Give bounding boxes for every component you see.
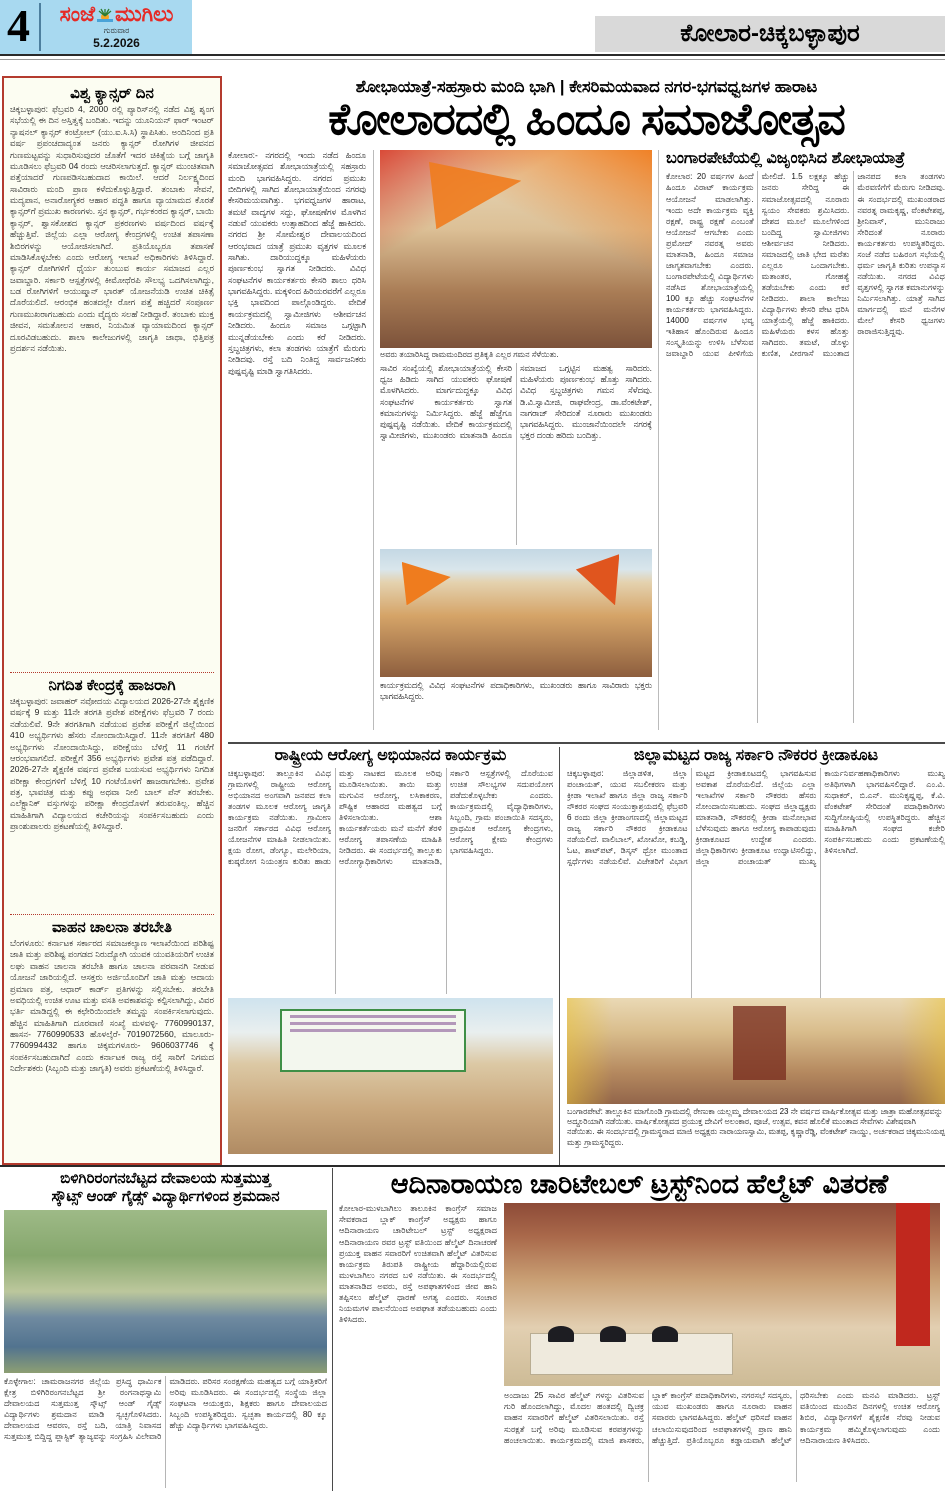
helmet-article-main	[504, 1203, 940, 1485]
main-article-lead-text: ಕೋಲಾರ:- ನಗರದಲ್ಲಿ ಇಂದು ನಡೆದ ಹಿಂದೂ ಸಮಾಜೋತ್ಸವದ ಶೋಭಾಯಾತ್ರೆಯಲ್ಲಿ ಸಹಸ್ರಾರು ಮಂದಿ ಭಾಗವಹಿಸಿದ್ದರು. ನಗರದ ಪ್ರಮುಖ ಬೀದಿಗಳಲ್ಲಿ ಸಾಗಿದ ಶೋಭಾಯಾತ್ರೆಯಿಂದ ನಗರವು ಕೇಸರಿಮಯವಾಗಿತ್ತು. ಭಗವಧ್ವಜಗಳ ಹಾರಾಟ, ತಮಟೆ ವಾದ್ಯಗಳ ಸದ್ದು, ಘೋಷಣೆಗಳ ಮೊಳಗಿನ ನಡುವೆ ಯುವಕರು ಉತ್ಸಾಹದಿಂದ ಹೆಜ್ಜೆ ಹಾಕಿದರು. ನಗರದ ಶ್ರೀ ಸೋಮೇಶ್ವರ ದೇವಾಲಯದಿಂದ ಆರಂಭವಾದ ಯಾತ್ರೆ ಪ್ರಮುಖ ವೃತ್ತಗಳ ಮೂಲಕ ಸಾಗಿತು. ದಾರಿಯುದ್ದಕ್ಕೂ ಮಹಿಳೆಯರು ಪೂರ್ಣಕುಂಭ ಸ್ವಾಗತ ನೀಡಿದರು. ವಿವಿಧ ಸಂಘಟನೆಗಳ ಕಾರ್ಯಕರ್ತರು ಕೇಸರಿ ಶಾಲು ಧರಿಸಿ ಭಾಗವಹಿಸಿದ್ದರು. ಮಕ್ಕಳಿಂದ ಹಿರಿಯರವರೆಗೆ ಎಲ್ಲರೂ ಭಕ್ತಿ ಭಾವದಿಂದ ಪಾಲ್ಗೊಂಡಿದ್ದರು. ವೇದಿಕೆ ಕಾರ್ಯಕ್ರಮದಲ್ಲಿ ಸ್ವಾಮೀಜಿಗಳು ಆಶೀರ್ವಚನ ನೀಡಿದರು. ಹಿಂದೂ ಸಮಾಜ ಒಗ್ಗಟ್ಟಾಗಿ ಮುನ್ನಡೆಯಬೇಕು ಎಂದು ಕರೆ ನೀಡಿದರು. ಸ್ತಬ್ಧಚಿತ್ರಗಳು, ಕಲಾ ತಂಡಗಳು ಯಾತ್ರೆಗೆ ಮೆರುಗು ನೀಡಿದವು. ರಸ್ತೆ ಬದಿ ನಿಂತಿದ್ದ ಸಾರ್ವಜನಿಕರು ಪುಷ್ಪವೃಷ್ಟಿ ಮಾಡಿ ಸ್ವಾಗತಿಸಿದರು.	[228, 150, 366, 376]
masthead	[0, 0, 192, 54]
article-heading-line1: ಬಿಳಿಗಿರಿರಂಗನಬೆಟ್ಟದ ದೇವಾಲಯ ಸುತ್ತಮುತ್ತ	[60, 1170, 271, 1187]
masthead-title-block	[41, 0, 192, 54]
red-vertical-banner	[896, 1203, 930, 1346]
procession-photo-caption: ಅವರು ತಯಾರಿಸಿದ್ದ ರಾಮಮಂದಿರದ ಪ್ರತಿಕೃತಿ ಎಲ್ಲರ ಗಮನ ಸೆಳೆಯಿತು.	[380, 350, 559, 360]
masthead-word-1: ಸಂಜೆ	[59, 3, 95, 26]
header-rule	[0, 54, 945, 56]
article-body-bottom: ಅಂದಾಜು 25 ಸಾವಿರ ಹೆಲ್ಮೆಟ್ ಗಳನ್ನು ವಿತರಿಸುವ ಗುರಿ ಹೊಂದಲಾಗಿದ್ದು, ಮೊದಲ ಹಂತದಲ್ಲಿ ದ್ವಿಚಕ್ರ ವಾಹನ ಸವಾರರಿಗೆ ಹೆಲ್ಮೆಟ್ ವಿತರಿಸಲಾಯಿತು. ರಸ್ತೆ ಸುರಕ್ಷತೆ ಬಗ್ಗೆ ಅರಿವು ಮೂಡಿಸುವ ಕರಪತ್ರಗಳನ್ನು ಹಂಚಲಾಯಿತು. ಕಾರ್ಯಕ್ರಮದಲ್ಲಿ ಮಾಜಿ ಶಾಸಕರು, ಬ್ಲಾಕ್ ಕಾಂಗ್ರೆಸ್ ಪದಾಧಿಕಾರಿಗಳು, ನಗರಸಭೆ ಸದಸ್ಯರು, ಯುವ ಮುಖಂಡರು ಹಾಗೂ ನೂರಾರು ವಾಹನ ಸವಾರರು ಭಾಗವಹಿಸಿದ್ದರು. ಹೆಲ್ಮೆಟ್ ಧರಿಸದೆ ವಾಹನ ಚಲಾಯಿಸುವುದರಿಂದ ಅಪಘಾತಗಳಲ್ಲಿ ಪ್ರಾಣ ಹಾನಿ ಹೆಚ್ಚುತ್ತಿದೆ. ಪ್ರತಿಯೊಬ್ಬರೂ ಕಡ್ಡಾಯವಾಗಿ ಹೆಲ್ಮೆಟ್ ಧರಿಸಬೇಕು ಎಂದು ಮನವಿ ಮಾಡಿದರು. ಟ್ರಸ್ಟ್ ವತಿಯಿಂದ ಮುಂದಿನ ದಿನಗಳಲ್ಲಿ ಉಚಿತ ಆರೋಗ್ಯ ಶಿಬಿರ, ವಿದ್ಯಾರ್ಥಿಗಳಿಗೆ ಶೈಕ್ಷಣಿಕ ನೆರವು ನೀಡುವ ಕಾರ್ಯಕ್ರಮ ಹಮ್ಮಿಕೊಳ್ಳಲಾಗುವುದು ಎಂದು ಆದಿನಾರಾಯಣ ತಿಳಿಸಿದರು.	[504, 1391, 940, 1445]
procession-stage-photo	[380, 150, 652, 348]
saffron-flags-crowd-photo	[380, 549, 652, 677]
article-body-left: ಕೋಲಾರ-ಮುಳಬಾಗಿಲು ತಾಲೂಕಿನ ಕಾಂಗ್ರೆಸ್ ಸಮಾಜ ಸೇವಕರಾದ ಬ್ಲಾಕ್ ಕಾಂಗ್ರೆಸ್ ಅಧ್ಯಕ್ಷರು ಹಾಗೂ ಆದಿನಾರಾಯಣ ಚಾರಿಟೇಬಲ್ ಟ್ರಸ್ಟ್ ಅಧ್ಯಕ್ಷರಾದ ಆದಿನಾರಾಯಣ ರವರ ಟ್ರಸ್ಟ್ ವತಿಯಿಂದ ಹೆಲ್ಮೆಟ್ ದಿನಾಚರಣೆ ಪ್ರಯುಕ್ತ ವಾಹನ ಸವಾರರಿಗೆ ಉಚಿತವಾಗಿ ಹೆಲ್ಮೆಟ್ ವಿತರಿಸುವ ಕಾರ್ಯಕ್ರಮ ತಿರುಪತಿ ರಾಷ್ಟ್ರೀಯ ಹೆದ್ದಾರಿಯಲ್ಲಿರುವ ಮುಳಬಾಗಿಲು ನಗರದ ಬಳಿ ನಡೆಯಿತು. ಈ ಸಂದರ್ಭದಲ್ಲಿ ಮಾತನಾಡಿದ ಅವರು, ರಸ್ತೆ ಅಪಘಾತಗಳಿಂದ ಜೀವ ಹಾನಿ ತಪ್ಪಿಸಲು ಹೆಲ್ಮೆಟ್ ಧಾರಣೆ ಅಗತ್ಯ ಎಂದರು. ಸಂಚಾರ ನಿಯಮಗಳ ಪಾಲನೆಯಿಂದ ಅಪಘಾತ ತಡೆಯಬಹುದು ಎಂದು ತಿಳಿಸಿದರು.	[339, 1204, 497, 1324]
article-heading: ಜಿಲ್ಲಾಮಟ್ಟದ ರಾಜ್ಯ ಸರ್ಕಾರಿ ನೌಕರರ ಕ್ರೀಡಾಕೂಟ	[633, 747, 879, 764]
helmet-icon	[652, 1326, 678, 1342]
article-driving-training	[10, 914, 214, 1165]
article-body: ಚಿಕ್ಕಬಳ್ಳಾಪುರ: ತಾಲ್ಲೂಕಿನ ವಿವಿಧ ಗ್ರಾಮಗಳಲ್ಲಿ ರಾಷ್ಟ್ರೀಯ ಆರೋಗ್ಯ ಅಭಿಯಾನದ ಅಂಗವಾಗಿ ಜನಪದ ಕಲಾ ತಂಡಗಳ ಮೂಲಕ ಆರೋಗ್ಯ ಜಾಗೃತಿ ಕಾರ್ಯಕ್ರಮ ನಡೆಯಿತು. ಗ್ರಾಮೀಣ ಜನರಿಗೆ ಸರ್ಕಾರದ ವಿವಿಧ ಆರೋಗ್ಯ ಯೋಜನೆಗಳ ಮಾಹಿತಿ ನೀಡಲಾಯಿತು. ಕ್ಷಯ ರೋಗ, ಡೆಂಗ್ಯೂ, ಮಲೇರಿಯಾ, ಕುಷ್ಠರೋಗ ನಿಯಂತ್ರಣ ಕುರಿತು ಹಾಡು ಮತ್ತು ನಾಟಕದ ಮೂಲಕ ಅರಿವು ಮೂಡಿಸಲಾಯಿತು. ತಾಯಿ ಮತ್ತು ಮಗುವಿನ ಆರೋಗ್ಯ, ಲಸಿಕಾಕರಣ, ಪೌಷ್ಟಿಕ ಆಹಾರದ ಮಹತ್ವದ ಬಗ್ಗೆ ತಿಳಿಸಲಾಯಿತು. ಆಶಾ ಕಾರ್ಯಕರ್ತೆಯರು ಮನೆ ಮನೆಗೆ ತೆರಳಿ ಆರೋಗ್ಯ ತಪಾಸಣೆಯ ಮಾಹಿತಿ ನೀಡಿದರು. ಈ ಸಂದರ್ಭದಲ್ಲಿ ತಾಲ್ಲೂಕು ಆರೋಗ್ಯಾಧಿಕಾರಿಗಳು ಮಾತನಾಡಿ, ಸರ್ಕಾರಿ ಆಸ್ಪತ್ರೆಗಳಲ್ಲಿ ದೊರೆಯುವ ಉಚಿತ ಸೌಲಭ್ಯಗಳ ಸದುಪಯೋಗ ಪಡೆದುಕೊಳ್ಳಬೇಕು ಎಂದರು. ಕಾರ್ಯಕ್ರಮದಲ್ಲಿ ವೈದ್ಯಾಧಿಕಾರಿಗಳು, ಸಿಬ್ಬಂದಿ, ಗ್ರಾಮ ಪಂಚಾಯಿತಿ ಸದಸ್ಯರು, ಪ್ರಾಥಮಿಕ ಆರೋಗ್ಯ ಕೇಂದ್ರಗಳು, ಆರೋಗ್ಯ ಕ್ಷೇಮ ಕೇಂದ್ರಗಳು ಭಾಗವಹಿಸಿದ್ದರು.	[228, 768, 553, 867]
article-heading: ವಾಹನ ಚಾಲನಾ ತರಬೇತಿ	[52, 919, 172, 936]
article-health-campaign	[228, 747, 560, 1165]
main-article-kicker: ಶೋಭಾಯಾತ್ರೆ-ಸಹಸ್ರಾರು ಮಂದಿ ಭಾಗಿ | ಕೇಸರಿಮಯವಾದ ನಗರ-ಭಗವಧ್ವಜಗಳ ಹಾರಾಟ	[355, 78, 818, 96]
main-article-center-bottom-text: ಕಾರ್ಯಕ್ರಮದಲ್ಲಿ ವಿವಿಧ ಸಂಘಟನೆಗಳ ಪದಾಧಿಕಾರಿಗಳು, ಮುಖಂಡರು ಹಾಗೂ ಸಾವಿರಾರು ಭಕ್ತರು ಭಾಗವಹಿಸಿದ್ದರು.	[380, 680, 652, 701]
article-heading: ರಾಷ್ಟ್ರೀಯ ಆರೋಗ್ಯ ಅಭಿಯಾನದ ಕಾರ್ಯಕ್ರಮ	[274, 747, 507, 764]
bottom-band	[0, 1168, 945, 1491]
left-column-box	[2, 76, 222, 1165]
sub-article-bangarapete	[666, 150, 945, 730]
middle-band	[228, 747, 945, 1165]
scouts-guides-group-photo	[4, 1210, 327, 1373]
main-article	[228, 78, 945, 740]
main-article-center-text: ಸಾವಿರ ಸಂಖ್ಯೆಯಲ್ಲಿ ಶೋಭಾಯಾತ್ರೆಯಲ್ಲಿ ಕೇಸರಿ ಧ್ವಜ ಹಿಡಿದು ಸಾಗಿದ ಯುವಕರು ಘೋಷಣೆ ಮೊಳಗಿಸಿದರು. ಮಾರ್ಗದುದ್ದಕ್ಕೂ ವಿವಿಧ ಸಂಘಟನೆಗಳ ಕಾರ್ಯಕರ್ತರು ಸ್ವಾಗತ ಕಮಾನುಗಳನ್ನು ನಿರ್ಮಿಸಿದ್ದರು. ಹೆಜ್ಜೆ ಹೆಜ್ಜೆಗೂ ಪುಷ್ಪವೃಷ್ಟಿ ನಡೆಯಿತು. ವೇದಿಕೆ ಕಾರ್ಯಕ್ರಮದಲ್ಲಿ ಸ್ವಾಮೀಜಿಗಳು, ಮುಖಂಡರು ಮಾತನಾಡಿ ಹಿಂದೂ ಸಮಾಜದ ಒಗ್ಗಟ್ಟಿನ ಮಹತ್ವ ಸಾರಿದರು. ಮಹಿಳೆಯರು ಪೂರ್ಣಕುಂಭ ಹೊತ್ತು ಸಾಗಿದರು. ವಿವಿಧ ಸ್ತಬ್ಧಚಿತ್ರಗಳು ಗಮನ ಸೆಳೆದವು. ಡಿ.ವಿ.ಸ್ವಾಮೀಜಿ, ರಾಘವೇಂದ್ರ, ಡಾ.ವೆಂಕಟೇಶ್, ನಾಗರಾಜ್ ಸೇರಿದಂತೆ ನೂರಾರು ಮುಖಂಡರು ಭಾಗವಹಿಸಿದ್ದರು. ಮುಂಜಾನೆಯಿಂದಲೇ ನಗರಕ್ಕೆ ಭಕ್ತರ ದಂಡು ಹರಿದು ಬಂದಿತ್ತು.	[380, 363, 652, 441]
article-body: ಬೆಂಗಳೂರು: ಕರ್ನಾಟಕ ಸರ್ಕಾರದ ಸಮಾಜಕಲ್ಯಾಣ ಇಲಾಖೆಯಿಂದ ಪರಿಶಿಷ್ಟ ಜಾತಿ ಮತ್ತು ಪರಿಶಿಷ್ಟ ಪಂಗಡದ ನಿರುದ್ಯೋಗಿ ಯುವಕ ಯುವತಿಯರಿಗೆ ಉಚಿತ ಲಘು ವಾಹನ ಚಾಲನಾ ತರಬೇತಿ ಹಾಗೂ ಚಾಲನಾ ಪರವಾನಗಿ ನೀಡುವ ಯೋಜನೆ ಜಾರಿಯಲ್ಲಿದೆ. ಆಸಕ್ತರು ಅರ್ಜಿಯೊಂದಿಗೆ ಜಾತಿ ಮತ್ತು ಆದಾಯ ಪ್ರಮಾಣ ಪತ್ರ, ಆಧಾರ್ ಕಾರ್ಡ್ ಪ್ರತಿಗಳನ್ನು ಸಲ್ಲಿಸಬೇಕು. ತರಬೇತಿ ಅವಧಿಯಲ್ಲಿ ಉಚಿತ ಊಟ ಮತ್ತು ವಸತಿ ಅವಕಾಶವನ್ನು ಕಲ್ಪಿಸಲಾಗಿದ್ದು, ವಿವರ ಭರ್ತಿ ಮಾಡಿದ್ದಲ್ಲಿ ಈ ಕಛೇರಿಯಿಂದಲೇ ತಮ್ಮನ್ನು ಸಂಪರ್ಕಿಸಲಾಗುವುದು. ಹೆಚ್ಚಿನ ಮಾಹಿತಿಗಾಗಿ ದೂರವಾಣಿ ಸಂಖ್ಯೆ ಮಳವಳ್ಳಿ- 7760990137, ಹಾಸನ- 7760990533 ಹೊಳಲ್ಕೆರೆ- 7019072560, ಮಾಲೂರು- 7760994432 ಹಾಗೂ ಚಿಕ್ಕಮಗಳೂರು- 9606037746 ಕ್ಕೆ ಸಂಪರ್ಕಿಸಬಹುದಾಗಿದೆ ಎಂದು ಕರ್ನಾಟಕ ರಾಜ್ಯ ರಸ್ತೆ ಸಾರಿಗೆ ನಿಗಮದ ನಿರ್ದೇಶಕರು (ಸಿಬ್ಬಂದಿ ಮತ್ತು ಜಾಗೃತಿ) ಅವರು ಪ್ರಕಟಣೆಯಲ್ಲಿ ತಿಳಿಸಿದ್ದಾರೆ.	[10, 938, 214, 1074]
article-heading: ನಿಗದಿತ ಕೇಂದ್ರಕ್ಕೆ ಹಾಜರಾಗಿ	[48, 677, 176, 694]
article-sports-meet	[560, 747, 945, 1165]
article-scouts-shramadana	[0, 1168, 333, 1491]
article-world-cancer-day	[10, 81, 214, 669]
sub-article-body: ಕೋಲಾರ: 20 ವರ್ಷಗಳ ಹಿಂದೆ ಹಿಂದೂ ವಿರಾಟ್ ಕಾರ್ಯಕ್ರಮ ಆಯೋಜನೆ ಮಾಡಲಾಗಿತ್ತು. ಇಂದು ಅದೇ ಕಾರ್ಯಕ್ರಮ ವ್ಯಕ್ತಿ ರಕ್ಷಣೆ, ರಾಷ್ಟ್ರ ರಕ್ಷಣೆ ಎಂಬಂತೆ ಆಯೋಜನೆ ಆಗಬೇಕು ಎಂದು ಪ್ರಮೋದ್ ನವರತ್ನ ಅವರು ಮಾತನಾಡಿ, ಹಿಂದೂ ಸಮಾಜ ಜಾಗೃತವಾಗಬೇಕು ಎಂದರು. ಬಂಗಾರಪೇಟೆಯಲ್ಲಿ ವಿದ್ಯಾರ್ಥಿಗಳು ನಡೆಸಿದ ಶೋಭಾಯಾತ್ರೆಯಲ್ಲಿ 100 ಕ್ಕೂ ಹೆಚ್ಚು ಸಂಘಟನೆಗಳ ಕಾರ್ಯಕರ್ತರು ಭಾಗವಹಿಸಿದ್ದರು. 14000 ವರ್ಷಗಳ ಭವ್ಯ ಇತಿಹಾಸ ಹೊಂದಿರುವ ಹಿಂದೂ ಸಂಸ್ಕೃತಿಯನ್ನು ಉಳಿಸಿ ಬೆಳೆಸುವ ಜವಾಬ್ದಾರಿ ಯುವ ಪೀಳಿಗೆಯ ಮೇಲಿದೆ. 1.5 ಲಕ್ಷಕ್ಕೂ ಹೆಚ್ಚು ಜನರು ಸೇರಿದ್ದ ಈ ಸಮಾಜೋತ್ಸವದಲ್ಲಿ ನೂರಾರು ಸ್ವಯಂ ಸೇವಕರು ಶ್ರಮಿಸಿದರು. ದೇಶದ ಮೂಲೆ ಮೂಲೆಗಳಿಂದ ಬಂದಿದ್ದ ಸ್ವಾಮೀಜಿಗಳು ಆಶೀರ್ವಚನ ನೀಡಿದರು. ಸಮಾಜದಲ್ಲಿ ಜಾತಿ ಭೇದ ಮರೆತು ಎಲ್ಲರೂ ಒಂದಾಗಬೇಕು. ಮತಾಂತರ, ಗೋಹತ್ಯೆ ತಡೆಯಬೇಕು ಎಂದು ಕರೆ ನೀಡಿದರು. ಶಾಲಾ ಕಾಲೇಜು ವಿದ್ಯಾರ್ಥಿಗಳು ಕೇಸರಿ ಪೇಟ ಧರಿಸಿ ಯಾತ್ರೆಯಲ್ಲಿ ಹೆಜ್ಜೆ ಹಾಕಿದರು. ಮಹಿಳೆಯರು ಕಳಸ ಹೊತ್ತು ಸಾಗಿದರು. ತಮಟೆ, ಡೊಳ್ಳು ಕುಣಿತ, ವೀರಗಾಸೆ ಮುಂತಾದ ಜಾನಪದ ಕಲಾ ತಂಡಗಳು ಮೆರವಣಿಗೆಗೆ ಮೆರುಗು ನೀಡಿದವು. ಈ ಸಂದರ್ಭದಲ್ಲಿ ಮುಖಂಡರಾದ ನವರತ್ನ ರಾಮಕೃಷ್ಣ, ವೆಂಕಟೇಶಪ್ಪ, ಶ್ರೀನಿವಾಸ್, ಮುನಿರಾಜು ಸೇರಿದಂತೆ ನೂರಾರು ಕಾರ್ಯಕರ್ತರು ಉಪಸ್ಥಿತರಿದ್ದರು. ಸಂಜೆ ನಡೆದ ಬಹಿರಂಗ ಸಭೆಯಲ್ಲಿ ಧರ್ಮ ಜಾಗೃತಿ ಕುರಿತು ಉಪನ್ಯಾಸ ನಡೆಯಿತು. ನಗರದ ವಿವಿಧ ವೃತ್ತಗಳಲ್ಲಿ ಸ್ವಾಗತ ಕಮಾನುಗಳನ್ನು ನಿರ್ಮಿಸಲಾಗಿತ್ತು. ಯಾತ್ರೆ ಸಾಗಿದ ಮಾರ್ಗದಲ್ಲಿ ಮನೆ ಮನೆಗಳ ಮೇಲೆ ಕೇಸರಿ ಧ್ವಜಗಳು ರಾರಾಜಿಸುತ್ತಿದ್ದವು.	[666, 172, 945, 359]
masthead-day: ಗುರುವಾರ	[103, 26, 130, 35]
section-divider-main	[228, 742, 945, 744]
article-exam-centre-notice	[10, 672, 214, 911]
article-heading: ವಿಶ್ವ ಕ್ಯಾನ್ಸರ್ ದಿನ	[70, 85, 154, 102]
temple-photo-caption: ಬಂಗಾರಪೇಟೆ: ತಾಲ್ಲೂಕಿನ ಮಾಗೊಂಡಿ ಗ್ರಾಮದಲ್ಲಿ ರೇಣುಕಾ ಯಲ್ಲಮ್ಮ ದೇವಾಲಯದ 23 ನೇ ವರ್ಷದ ವಾರ್ಷಿಕೋತ್ಸವ ಮತ್ತು ಜಾತ್ರಾ ಮಹೋತ್ಸವವನ್ನು ಅದ್ದೂರಿಯಾಗಿ ನಡೆಯಿತು. ವಾರ್ಷಿಕೋತ್ಸವದ ಪ್ರಯುಕ್ತ ದೇವಿಗೆ ಅಲಂಕಾರ, ಪೂಜೆ, ಉತ್ಸವ, ಕವನ ಹೊಲಿಕೆ ಮುಂತಾದ ಸೇವೆಗಳು ವಿಶೇಷವಾಗಿ ನಡೆಯಿತು. ಈ ಸಂದರ್ಭದಲ್ಲಿ ಗ್ರಾಮಸ್ಥರಾದ ಮಾಜಿ ಅಧ್ಯಕ್ಷರು ನಾರಾಯಣಸ್ವಾಮಿ, ಮತಪ್ಪ, ಕೃಷ್ಣಾರೆಡ್ಡಿ, ವೆಂಕಟೇಶ್ ನಾಯ್ಡು, ಅರ್ಚಕರಾದ ಚಿಕ್ಕಮುನಿಯಪ್ಪ ಮತ್ತು ಗ್ರಾಮಸ್ಥರಿದ್ದರು.	[567, 1106, 945, 1147]
main-article-center	[373, 150, 659, 730]
banner-text-line	[290, 1015, 456, 1018]
banner-text-line	[290, 1029, 456, 1032]
event-banner-board	[280, 1009, 466, 1072]
article-body: ಕೊಳ್ಳೇಗಾಲ: ಚಾಮರಾಜನಗರ ಜಿಲ್ಲೆಯ ಪ್ರಸಿದ್ಧ ಧಾರ್ಮಿಕ ಕ್ಷೇತ್ರ ಬಿಳಿಗಿರಿರಂಗನಬೆಟ್ಟದ ಶ್ರೀ ರಂಗನಾಥಸ್ವಾಮಿ ದೇವಾಲಯದ ಸುತ್ತಮುತ್ತ ಸ್ಕೌಟ್ಸ್ ಆಂಡ್ ಗೈಡ್ಸ್ ವಿದ್ಯಾರ್ಥಿಗಳು ಶ್ರಮದಾನ ಮಾಡಿ ಸ್ವಚ್ಛಗೊಳಿಸಿದರು. ದೇವಾಲಯದ ಆವರಣ, ರಸ್ತೆ ಬದಿ, ಯಾತ್ರಿ ನಿವಾಸದ ಸುತ್ತಮುತ್ತ ಬಿದ್ದಿದ್ದ ಪ್ಲಾಸ್ಟಿಕ್ ತ್ಯಾಜ್ಯವನ್ನು ಸಂಗ್ರಹಿಸಿ ವಿಲೇವಾರಿ ಮಾಡಿದರು. ಪರಿಸರ ಸಂರಕ್ಷಣೆಯ ಮಹತ್ವದ ಬಗ್ಗೆ ಯಾತ್ರಿಕರಿಗೆ ಅರಿವು ಮೂಡಿಸಿದರು. ಈ ಸಂದರ್ಭದಲ್ಲಿ ಸಂಸ್ಥೆಯ ಜಿಲ್ಲಾ ಸಂಘಟನಾ ಆಯುಕ್ತರು, ಶಿಕ್ಷಕರು ಹಾಗೂ ದೇವಾಲಯದ ಸಿಬ್ಬಂದಿ ಉಪಸ್ಥಿತರಿದ್ದರು. ಸ್ವಚ್ಛತಾ ಕಾರ್ಯದಲ್ಲಿ 80 ಕ್ಕೂ ಹೆಚ್ಚು ವಿದ್ಯಾರ್ಥಿಗಳು ಭಾಗವಹಿಸಿದ್ದರು.	[4, 1376, 327, 1441]
main-headline: ಕೋಲಾರದಲ್ಲಿ ಹಿಂದೂ ಸಮಾಜೋತ್ಸವ	[328, 95, 845, 145]
article-body: ಚಿಕ್ಕಬಳ್ಳಾಪುರ: ಫೆಬ್ರವರಿ 4, 2000 ರಲ್ಲಿ ಪ್ಯಾರಿಸ್‌ನಲ್ಲಿ ನಡೆದ ವಿಶ್ವ ಶೃಂಗ ಸಭೆಯಲ್ಲಿ ಈ ದಿನ ಅಸ್ತಿತ್ವಕ್ಕೆ ಬಂದಿತು. ಇದನ್ನು ಯೂನಿಯನ್ ಫಾರ್ ಇಂಟರ್ ನ್ಯಾಷನಲ್ ಕ್ಯಾನ್ಸರ್ ಕಂಟ್ರೋಲ್ (ಯು.ಐ.ಸಿ.ಸಿ) ಸ್ಥಾಪಿಸಿತು. ಅಂದಿನಿಂದ ಪ್ರತಿ ವರ್ಷ ಪ್ರಪಂಚದಾದ್ಯಂತ ಜನರು ಕ್ಯಾನ್ಸರ್ ರೋಗಿಗಳ ಜೀವನದ ಗುಣಮಟ್ಟವನ್ನು ಸುಧಾರಿಸುವುದರ ಜೊತೆಗೆ ಇದರ ಚಿಕಿತ್ಸೆಯ ಬಗ್ಗೆ ಜಾಗೃತಿ ಮೂಡಿಸಲು ಫೆಬ್ರವರಿ 04 ರಂದು ಆಚರಿಸಲಾಗುತ್ತದೆ. ಕ್ಯಾನ್ಸರ್ ಮುಂಚಿತವಾಗಿ ಪತ್ತೆಯಾದರೆ ಗುಣಪಡಿಸಬಹುದಾದ ಕಾಯಿಲೆ. ಆದರೆ ನಿರ್ಲಕ್ಷ್ಯದಿಂದ ಸಾವಿರಾರು ಮಂದಿ ಪ್ರಾಣ ಕಳೆದುಕೊಳ್ಳುತ್ತಿದ್ದಾರೆ. ತಂಬಾಕು ಸೇವನೆ, ಮದ್ಯಪಾನ, ಅನಾರೋಗ್ಯಕರ ಆಹಾರ ಪದ್ಧತಿ ಹಾಗೂ ವ್ಯಾಯಾಮದ ಕೊರತೆ ಕ್ಯಾನ್ಸರ್‌ಗೆ ಪ್ರಮುಖ ಕಾರಣಗಳು. ಸ್ತನ ಕ್ಯಾನ್ಸರ್, ಗರ್ಭಕಂಠದ ಕ್ಯಾನ್ಸರ್, ಬಾಯಿ ಕ್ಯಾನ್ಸರ್, ಶ್ವಾಸಕೋಶದ ಕ್ಯಾನ್ಸರ್ ಪ್ರಕರಣಗಳು ವರ್ಷದಿಂದ ವರ್ಷಕ್ಕೆ ಹೆಚ್ಚುತ್ತಿವೆ. ಜಿಲ್ಲೆಯ ಎಲ್ಲಾ ಆರೋಗ್ಯ ಕೇಂದ್ರಗಳಲ್ಲಿ ಉಚಿತ ತಪಾಸಣಾ ಶಿಬಿರಗಳನ್ನು ಆಯೋಜಿಸಲಾಗಿದೆ. ಪ್ರತಿಯೊಬ್ಬರೂ ತಪಾಸಣೆ ಮಾಡಿಸಿಕೊಳ್ಳಬೇಕು ಎಂದು ಆರೋಗ್ಯ ಇಲಾಖೆ ಅಧಿಕಾರಿಗಳು ತಿಳಿಸಿದ್ದಾರೆ. ಕ್ಯಾನ್ಸರ್ ರೋಗಿಗಳಿಗೆ ಧೈರ್ಯ ತುಂಬುವ ಕಾರ್ಯ ಸಮಾಜದ ಎಲ್ಲರ ಜವಾಬ್ದಾರಿ. ಸರ್ಕಾರಿ ಆಸ್ಪತ್ರೆಗಳಲ್ಲಿ ಕೀಮೋಥೆರಪಿ ಸೌಲಭ್ಯ ಒದಗಿಸಲಾಗಿದ್ದು, ಬಡ ರೋಗಿಗಳಿಗೆ ಆಯುಷ್ಮಾನ್ ಭಾರತ್ ಯೋಜನೆಯಡಿ ಉಚಿತ ಚಿಕಿತ್ಸೆ ದೊರೆಯಲಿದೆ. ಆರಂಭಿಕ ಹಂತದಲ್ಲೇ ರೋಗ ಪತ್ತೆ ಹಚ್ಚಿದರೆ ಸಂಪೂರ್ಣ ಗುಣಮುಖರಾಗಬಹುದು ಎಂದು ವೈದ್ಯರು ಸಲಹೆ ನೀಡಿದ್ದಾರೆ. ತಂಬಾಕು ಮುಕ್ತ ಜೀವನ, ಸಮತೋಲನ ಆಹಾರ, ನಿಯಮಿತ ವ್ಯಾಯಾಮದಿಂದ ಕ್ಯಾನ್ಸರ್ ದೂರವಿಡಬಹುದು. ಶಾಲಾ ಕಾಲೇಜುಗಳಲ್ಲಿ ಜಾಗೃತಿ ಜಾಥಾ, ಭಿತ್ತಿಪತ್ರ ಪ್ರದರ್ಶನ ನಡೆಯಿತು.	[10, 104, 214, 353]
article-body: ಚಿಕ್ಕಬಳ್ಳಾಪುರ: ಜವಾಹರ್ ನವೋದಯ ವಿದ್ಯಾಲಯದ 2026-27ನೇ ಶೈಕ್ಷಣಿಕ ವರ್ಷಕ್ಕೆ 9 ಮತ್ತು 11ನೇ ತರಗತಿ ಪ್ರವೇಶ ಪರೀಕ್ಷೆಗಳು ಫೆಬ್ರವರಿ 7 ರಂದು ನಡೆಯಲಿವೆ. 9ನೇ ತರಗತಿಗಾಗಿ ನಡೆಯುವ ಪ್ರವೇಶ ಪರೀಕ್ಷೆಗೆ ಜಿಲ್ಲೆಯಿಂದ 410 ಅಭ್ಯರ್ಥಿಗಳು ಹೆಸರು ನೋಂದಾಯಿಸಿದ್ದಾರೆ. 11ನೇ ತರಗತಿಗೆ 480 ಅಭ್ಯರ್ಥಿಗಳು ನೋಂದಾಯಿಸಿದ್ದು, ಪರೀಕ್ಷೆಯು ಬೆಳಿಗ್ಗೆ 11 ಗಂಟೆಗೆ ಆರಂಭವಾಗಲಿದೆ. ಪರೀಕ್ಷೆಗೆ 356 ಅಭ್ಯರ್ಥಿಗಳು ಪ್ರವೇಶ ಪತ್ರ ಪಡೆದಿದ್ದಾರೆ. 2026-27ನೇ ಶೈಕ್ಷಣಿಕ ವರ್ಷದ ಪ್ರವೇಶ ಬಯಸುವ ಅಭ್ಯರ್ಥಿಗಳು ನಿಗದಿತ ಪರೀಕ್ಷಾ ಕೇಂದ್ರಗಳಿಗೆ ಬೆಳಿಗ್ಗೆ 10 ಗಂಟೆಯೊಳಗೆ ಹಾಜರಾಗಬೇಕು. ಪ್ರವೇಶ ಪತ್ರ, ಭಾವಚಿತ್ರ ಮತ್ತು ಕಪ್ಪು ಅಥವಾ ನೀಲಿ ಬಾಲ್ ಪೆನ್ ತರಬೇಕು. ಎಲೆಕ್ಟ್ರಾನಿಕ್ ವಸ್ತುಗಳನ್ನು ಪರೀಕ್ಷಾ ಕೇಂದ್ರದೊಳಗೆ ತರುವಂತಿಲ್ಲ. ಹೆಚ್ಚಿನ ಮಾಹಿತಿಗಾಗಿ ವಿದ್ಯಾಲಯದ ಕಚೇರಿಯನ್ನು ಸಂಪರ್ಕಿಸಬಹುದು ಎಂದು ಪ್ರಾಂಶುಪಾಲರು ಪ್ರಕಟಣೆಯಲ್ಲಿ ತಿಳಿಸಿದ್ದಾರೆ.	[10, 696, 214, 832]
helmet-article-content	[339, 1203, 940, 1485]
banner-text-line	[290, 1022, 456, 1025]
temple-festival-group-photo	[567, 998, 945, 1104]
palm-sunset-icon	[97, 8, 113, 22]
helmet-icon	[600, 1326, 626, 1342]
main-article-body	[228, 150, 945, 730]
masthead-logo	[60, 4, 174, 25]
page-number: 4	[7, 0, 30, 51]
article-heading: ಆದಿನಾರಾಯಣ ಚಾರಿಟೇಬಲ್ ಟ್ರಸ್ಟ್‌ನಿಂದ ಹೆಲ್ಮೆಟ್ ವಿತರಣೆ	[390, 1169, 889, 1199]
helmet-icon	[548, 1326, 574, 1342]
masthead-word-2: ಮುಗಿಲು	[114, 3, 174, 26]
masthead-date: 5.2.2026	[93, 36, 140, 50]
article-heading-line2: ಸ್ಕೌಟ್ಸ್ ಆಂಡ್ ಗೈಡ್ಸ್ ವಿದ್ಯಾರ್ಥಿಗಳಿಂದ ಶ್ರಮದಾನ	[51, 1188, 280, 1206]
helmet-distribution-stage-photo	[504, 1203, 940, 1386]
sub-article-heading: ಬಂಗಾರಪೇಟೆಯಲ್ಲಿ ವಿಜೃಂಭಿಸಿದ ಶೋಭಾಯಾತ್ರೆ	[666, 150, 905, 168]
section-divider-bottom	[0, 1165, 945, 1167]
edition-region-label: ಕೋಲಾರ-ಚಿಕ್ಕಬಳ್ಳಾಪುರ	[595, 16, 945, 52]
article-body: ಚಿಕ್ಕಬಳ್ಳಾಪುರ: ಜಿಲ್ಲಾಡಳಿತ, ಜಿಲ್ಲಾ ಪಂಚಾಯತ್, ಯುವ ಸಬಲೀಕರಣ ಮತ್ತು ಕ್ರೀಡಾ ಇಲಾಖೆ ಹಾಗೂ ಜಿಲ್ಲಾ ರಾಜ್ಯ ಸರ್ಕಾರಿ ನೌಕರರ ಸಂಘದ ಸಂಯುಕ್ತಾಶ್ರಯದಲ್ಲಿ ಫೆಬ್ರವರಿ 6 ರಂದು ಜಿಲ್ಲಾ ಕ್ರೀಡಾಂಗಣದಲ್ಲಿ ಜಿಲ್ಲಾಮಟ್ಟದ ರಾಜ್ಯ ಸರ್ಕಾರಿ ನೌಕರರ ಕ್ರೀಡಾಕೂಟ ನಡೆಯಲಿದೆ. ವಾಲಿಬಾಲ್, ಖೋಖೋ, ಕಬಡ್ಡಿ, ಓಟ, ಶಾಟ್‌ಪಟ್, ಡಿಸ್ಕಸ್ ಥ್ರೋ ಮುಂತಾದ ಸ್ಪರ್ಧೆಗಳು ನಡೆಯಲಿವೆ. ವಿಜೇತರಿಗೆ ವಿಭಾಗ ಮಟ್ಟದ ಕ್ರೀಡಾಕೂಟದಲ್ಲಿ ಭಾಗವಹಿಸುವ ಅವಕಾಶ ದೊರೆಯಲಿದೆ. ಜಿಲ್ಲೆಯ ಎಲ್ಲಾ ಇಲಾಖೆಗಳ ಸರ್ಕಾರಿ ನೌಕರರು ಹೆಸರು ನೋಂದಾಯಿಸಬಹುದು. ಸಂಘದ ಜಿಲ್ಲಾಧ್ಯಕ್ಷರು ಮಾತನಾಡಿ, ನೌಕರರಲ್ಲಿ ಕ್ರೀಡಾ ಮನೋಭಾವ ಬೆಳೆಸುವುದು ಹಾಗೂ ಆರೋಗ್ಯ ಕಾಪಾಡುವುದು ಕ್ರೀಡಾಕೂಟದ ಉದ್ದೇಶ ಎಂದರು. ಜಿಲ್ಲಾಧಿಕಾರಿಗಳು ಕ್ರೀಡಾಕೂಟ ಉದ್ಘಾಟಿಸಲಿದ್ದು, ಜಿಲ್ಲಾ ಪಂಚಾಯತ್ ಮುಖ್ಯ ಕಾರ್ಯನಿರ್ವಹಣಾಧಿಕಾರಿಗಳು ಮುಖ್ಯ ಅತಿಥಿಗಳಾಗಿ ಭಾಗವಹಿಸಲಿದ್ದಾರೆ. ಎಂ.ವಿ. ಸುಧಾಕರ್, ಬಿ.ಎನ್. ಮುನಿಕೃಷ್ಣಪ್ಪ, ಕೆ.ವಿ. ವೆಂಕಟೇಶ್ ಸೇರಿದಂತೆ ಪದಾಧಿಕಾರಿಗಳು ಸುದ್ದಿಗೋಷ್ಠಿಯಲ್ಲಿ ಉಪಸ್ಥಿತರಿದ್ದರು. ಹೆಚ್ಚಿನ ಮಾಹಿತಿಗಾಗಿ ಸಂಘದ ಕಚೇರಿ ಸಂಪರ್ಕಿಸಬಹುದು ಎಂದು ಪ್ರಕಟಣೆಯಲ್ಲಿ ತಿಳಿಸಲಾಗಿದೆ.	[567, 768, 945, 867]
article-helmet-distribution	[333, 1168, 945, 1491]
header-rule-thin	[0, 59, 945, 60]
folk-troupe-drums-photo	[228, 998, 553, 1154]
